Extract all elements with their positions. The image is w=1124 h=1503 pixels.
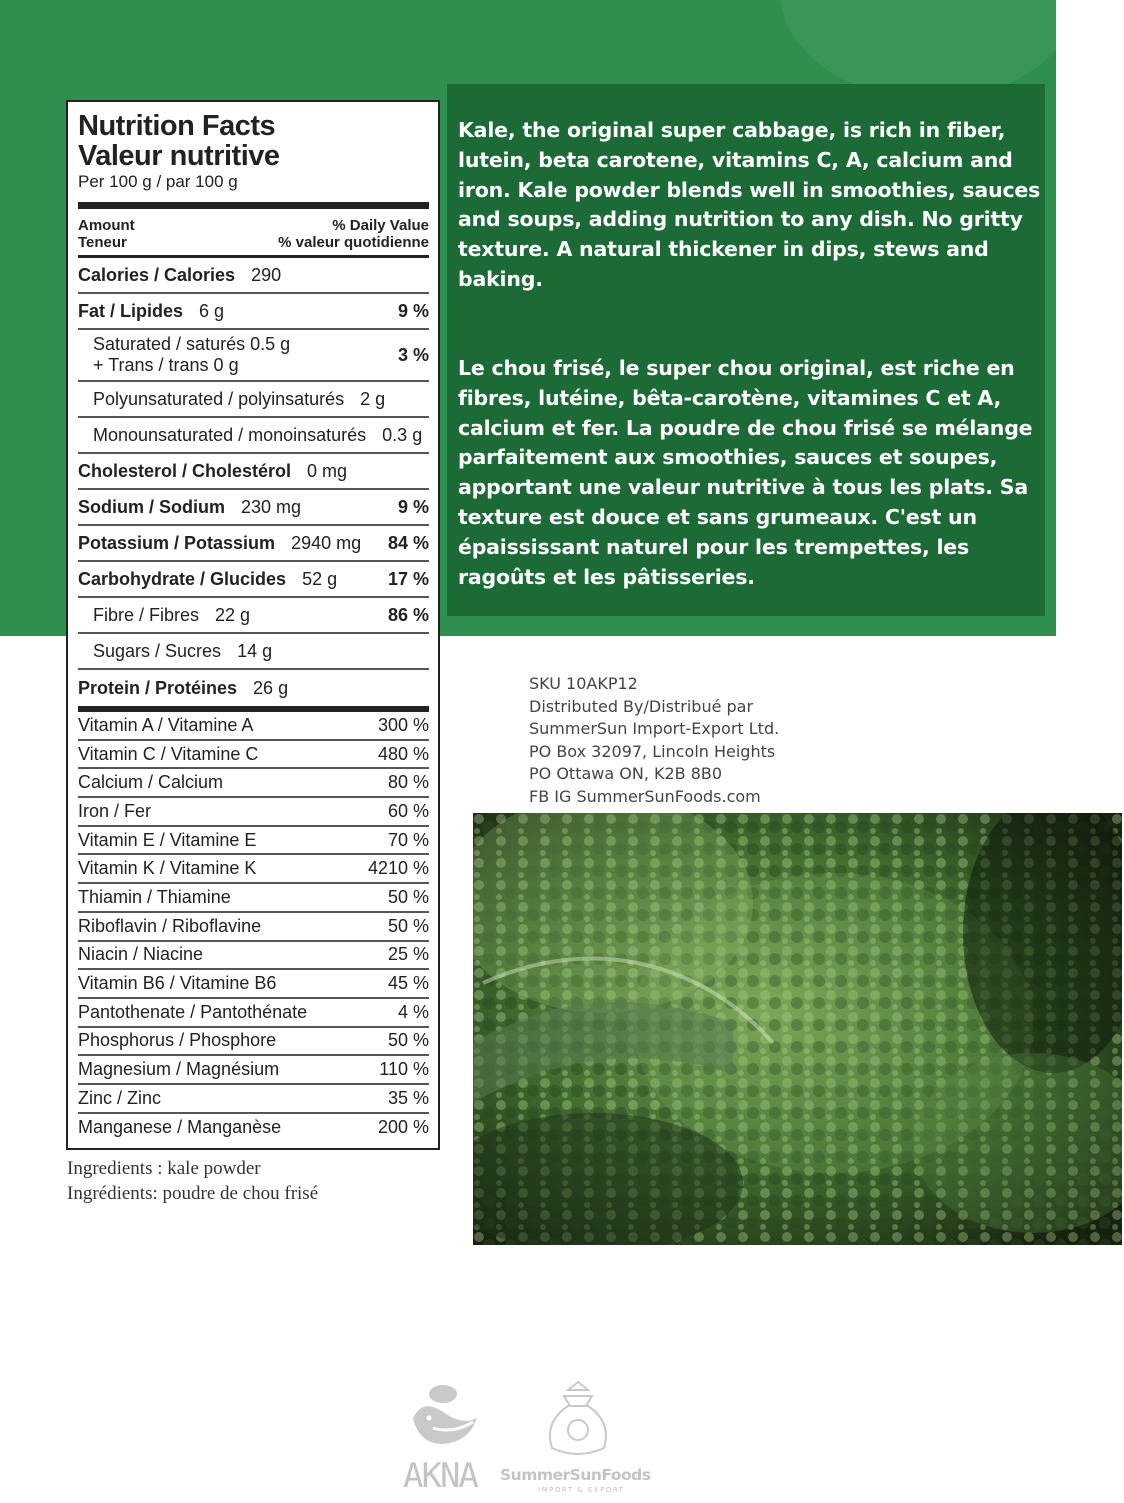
- nutrient-row: [78, 330, 429, 382]
- vitamin-daily-value: 4 %: [397, 1001, 429, 1022]
- nutrient-amount: 22 g: [215, 604, 251, 625]
- vitamin-row: [78, 1114, 429, 1143]
- vitamin-row: [78, 970, 429, 999]
- ingredients-fr: Ingrédients: poudre de chou frisé: [67, 1183, 319, 1204]
- vitamin-daily-value: 70 %: [387, 829, 429, 850]
- nutrient-row: [78, 670, 429, 706]
- distributor-line: PO Box 32097, Lincoln Heights: [529, 741, 776, 761]
- nutrient-name: Sugars / Sucres: [93, 640, 222, 661]
- description-english: Kale, the original super cabbage, is rich in fiber, lutein, beta carotene, vitamins C, A, calcium and iron. Kale powder blends well in smoothies, sauces and soups, adding nutrition to any dish. No gritty texture. A natural thickener in dips, stews and baking.: [458, 118, 1041, 291]
- nutrient-name: Carbohydrate / Glucides: [78, 568, 287, 589]
- nutrient-row: [78, 490, 429, 526]
- summersun-logo: [500, 1378, 658, 1498]
- nutrient-amount: 2 g: [360, 388, 386, 409]
- daily-value-label-en: % Daily Value: [332, 217, 429, 234]
- nutrient-daily-value: 9 %: [397, 496, 429, 517]
- nutrient-amount: 26 g: [253, 677, 289, 698]
- nutrient-name: Saturated / saturés 0.5 g: [93, 334, 291, 354]
- vitamin-row: [78, 1028, 429, 1057]
- vitamin-name: Manganese / Manganèse: [78, 1117, 282, 1138]
- amount-label-fr: Teneur: [78, 234, 127, 251]
- nutrient-label: [78, 425, 422, 446]
- sku: SKU 10AKP12: [529, 674, 638, 693]
- nutrient-name: Calories / Calories: [78, 264, 236, 285]
- nutrient-label: [78, 569, 337, 590]
- summersun-sack-icon: [500, 1378, 658, 1458]
- vitamin-daily-value: 50 %: [387, 1030, 429, 1051]
- vitamin-daily-value: 200 %: [377, 1117, 429, 1138]
- nutrient-name: Potassium / Potassium: [78, 532, 276, 553]
- amount-header: [78, 209, 429, 255]
- vitamin-name: Phosphorus / Phosphore: [78, 1030, 277, 1051]
- vitamin-row: [78, 942, 429, 971]
- nutrient-amount: 52 g: [302, 568, 338, 589]
- vitamin-row: [78, 798, 429, 827]
- nutrient-daily-value: 84 %: [387, 532, 429, 553]
- nutrient-name: Fat / Lipides: [78, 300, 184, 321]
- nutrient-rows: [78, 258, 429, 706]
- distributor-line: PO Ottawa ON, K2B 8B0: [529, 764, 723, 784]
- vitamin-name: Magnesium / Magnésium: [78, 1059, 280, 1080]
- description-french: Le chou frisé, le super chou original, est riche en fibres, lutéine, bêta-carotène, vitamines C et A, calcium et fer. La poudre de chou frisé se mélange parfaitement aux smoothies, sauces et soupes, apportant une valeur nutritive à tous les plats. Sa texture est douce et sans grumeaux. C'est un épaississant naturel pour les trempettes, les ragoûts et les pâtisseries.: [458, 356, 1033, 589]
- nutrient-label: [78, 678, 288, 699]
- nutrition-title-fr: Valeur nutritive: [78, 140, 280, 172]
- summersun-wordmark: SummerSunFoods: [500, 1466, 651, 1484]
- vitamin-name: Vitamin B6 / Vitamine B6: [78, 973, 277, 994]
- nutrient-amount: 6 g: [199, 300, 225, 321]
- vitamin-name: Pantothenate / Pantothénate: [78, 1001, 308, 1022]
- nutrient-amount: 14 g: [237, 640, 273, 661]
- nutrient-daily-value: 86 %: [387, 604, 429, 625]
- vitamin-row: [78, 884, 429, 913]
- nutrient-amount: 290: [251, 264, 282, 285]
- distributor-line: FB IG SummerSunFoods.com: [529, 786, 761, 806]
- vitamin-name: Vitamin C / Vitamine C: [78, 743, 259, 764]
- distributor-line: SummerSun Import-Export Ltd.: [529, 719, 780, 739]
- nutrition-title-en: Nutrition Facts: [78, 110, 276, 142]
- nutrient-name: Monounsaturated / monoinsaturés: [93, 424, 367, 445]
- nutrient-label: [78, 497, 301, 518]
- nutrient-label: [78, 641, 272, 662]
- vitamin-name: Iron / Fer: [78, 800, 152, 821]
- vitamin-name: Vitamin A / Vitamine A: [78, 714, 254, 735]
- nutrient-name: Cholesterol / Cholestérol: [78, 460, 292, 481]
- vitamin-row: [78, 1056, 429, 1085]
- vitamin-row: [78, 741, 429, 770]
- vitamin-name: Thiamin / Thiamine: [78, 886, 231, 907]
- nutrition-facts-table: [66, 100, 440, 1150]
- nutrient-row: [78, 634, 429, 670]
- nutrient-name: Sodium / Sodium: [78, 496, 225, 517]
- nutrient-amount: 2940 mg: [291, 532, 362, 553]
- nutrient-label: [78, 533, 361, 554]
- vitamin-row: [78, 827, 429, 856]
- summersun-subtitle: IMPORT & EXPORT: [538, 1486, 625, 1494]
- vitamin-name: Vitamin K / Vitamine K: [78, 858, 257, 879]
- nutrient-row: [78, 418, 429, 454]
- vitamin-daily-value: 110 %: [379, 1059, 429, 1080]
- nutrient-row: [78, 526, 429, 562]
- vitamin-daily-value: 480 %: [377, 743, 429, 764]
- nutrient-amount: 230 mg: [241, 496, 302, 517]
- distributor-line: Distributed By/Distribué par: [529, 696, 754, 716]
- vitamin-row: [78, 855, 429, 884]
- nutrient-name: Protein / Protéines: [78, 677, 238, 698]
- nutrient-label: [78, 605, 250, 626]
- vitamin-row: [78, 913, 429, 942]
- nutrient-label: [78, 389, 385, 410]
- akna-wordmark: AKNA: [403, 1456, 477, 1496]
- vitamin-daily-value: 60 %: [387, 800, 429, 821]
- vitamin-daily-value: 25 %: [387, 944, 429, 965]
- daily-value-label-fr: % valeur quotidienne: [278, 234, 429, 251]
- distributor-info: [529, 673, 779, 809]
- nutrient-row: [78, 454, 429, 490]
- vitamin-daily-value: 300 %: [377, 714, 429, 735]
- vitamin-row: [78, 712, 429, 741]
- ingredients-en: Ingredients : kale powder: [67, 1158, 261, 1179]
- vitamin-name: Calcium / Calcium: [78, 772, 224, 793]
- nutrient-amount: 0.3 g: [382, 424, 423, 445]
- nutrient-label: [78, 461, 347, 482]
- kale-image: [473, 813, 1122, 1245]
- vitamin-row: [78, 769, 429, 798]
- serving-size: Per 100 g / par 100 g: [78, 172, 238, 191]
- vitamin-name: Zinc / Zinc: [78, 1087, 162, 1108]
- nutrient-daily-value: 17 %: [387, 568, 429, 589]
- vitamin-row: [78, 1085, 429, 1114]
- vitamin-daily-value: 50 %: [387, 915, 429, 936]
- nutrient-amount: 0 mg: [307, 460, 348, 481]
- vitamin-daily-value: 50 %: [387, 886, 429, 907]
- nutrient-name: Polyunsaturated / polyinsaturés: [93, 388, 345, 409]
- vitamin-name: Riboflavin / Riboflavine: [78, 915, 262, 936]
- vitamin-daily-value: 80 %: [387, 772, 429, 793]
- nutrient-label: [78, 334, 306, 376]
- nutrient-row: [78, 258, 429, 294]
- thick-rule: [78, 202, 429, 209]
- kale-photo: [473, 813, 1122, 1245]
- vitamin-daily-value: 4210 %: [367, 858, 429, 879]
- nutrient-row: [78, 382, 429, 418]
- nutrient-name: Fibre / Fibres: [93, 604, 200, 625]
- nutrient-daily-value: 3 %: [397, 344, 429, 365]
- amount-label-en: Amount: [78, 217, 135, 234]
- nutrient-label: [78, 265, 281, 286]
- vitamin-name: Vitamin E / Vitamine E: [78, 829, 257, 850]
- nutrient-row: [78, 598, 429, 634]
- nutrient-name-secondary: + Trans / trans 0 g: [93, 355, 239, 375]
- nutrient-label: [78, 301, 224, 322]
- vitamin-rows: [78, 712, 429, 1142]
- nutrient-daily-value: 9 %: [397, 300, 429, 321]
- nutrient-row: [78, 562, 429, 598]
- nutrient-row: [78, 294, 429, 330]
- vitamin-daily-value: 35 %: [387, 1087, 429, 1108]
- vitamin-name: Niacin / Niacine: [78, 944, 204, 965]
- vitamin-row: [78, 999, 429, 1028]
- vitamin-daily-value: 45 %: [387, 973, 429, 994]
- ingredients: [67, 1156, 318, 1206]
- akna-logo: [403, 1378, 481, 1498]
